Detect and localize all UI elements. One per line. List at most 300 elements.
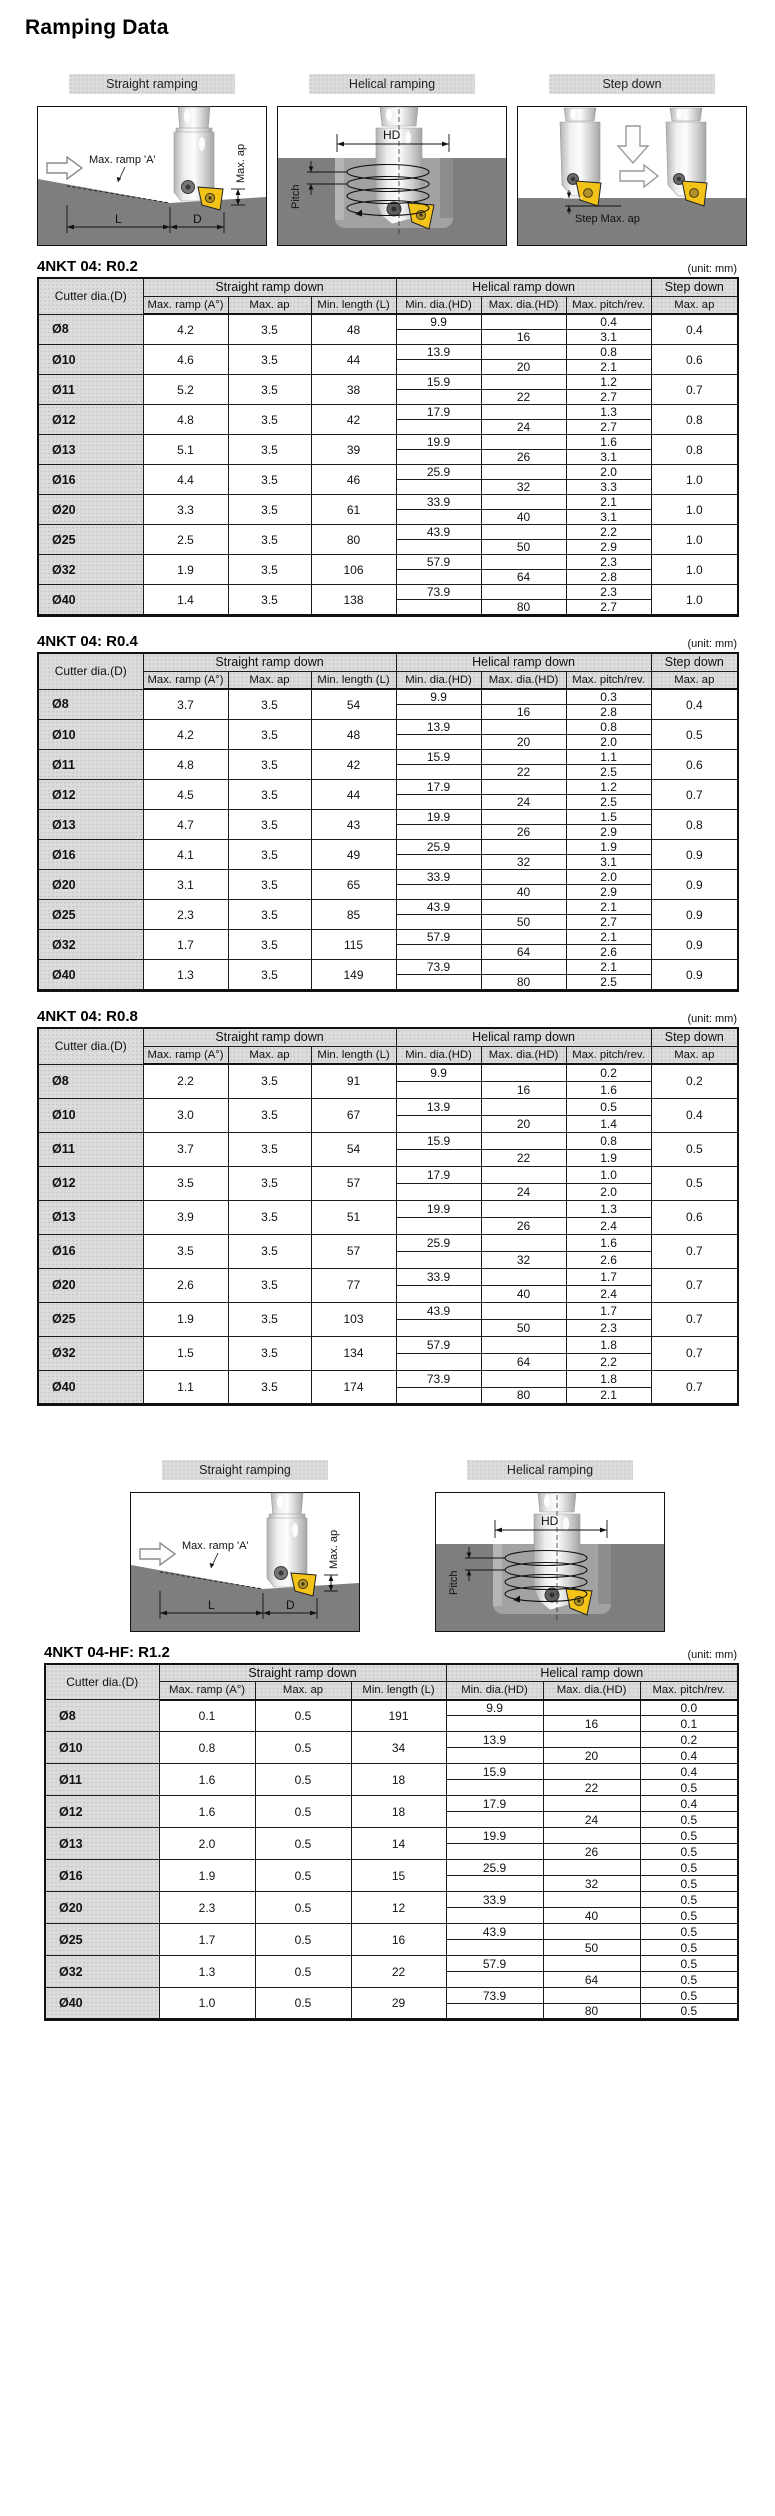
cell-min-dia-blank bbox=[396, 765, 481, 780]
ramping-table bbox=[37, 652, 739, 992]
helical-ramping-figure bbox=[277, 74, 507, 246]
cell-min-dia-blank bbox=[396, 1149, 481, 1166]
max-ramp-label: Max. ramp 'A' bbox=[182, 1539, 249, 1552]
cell-min-dia: 13.9 bbox=[396, 1098, 481, 1115]
header-cutter-dia: Cutter dia.(D) bbox=[38, 653, 143, 689]
cell-min-dia: 17.9 bbox=[446, 1796, 543, 1812]
cell-max-pitch-at-min-dia: 1.7 bbox=[566, 1268, 651, 1285]
cell-max-ap: 3.5 bbox=[228, 435, 311, 465]
helix-diameter-label: HD bbox=[383, 128, 401, 142]
cell-max-pitch-at-min-dia: 0.5 bbox=[640, 1988, 738, 2004]
cell-max-pitch-at-max-dia: 2.2 bbox=[566, 1353, 651, 1370]
cell-step-max-ap: 0.8 bbox=[651, 810, 738, 840]
cell-max-dia-blank bbox=[481, 810, 566, 825]
cell-min-length: 51 bbox=[311, 1200, 396, 1234]
cell-max-dia-blank bbox=[543, 1988, 640, 2004]
cell-max-dia: 80 bbox=[481, 1387, 566, 1404]
max-ramp-label: Max. ramp 'A' bbox=[89, 154, 156, 166]
cell-min-length: 106 bbox=[311, 555, 396, 585]
cell-min-dia: 25.9 bbox=[396, 1234, 481, 1251]
straight-ramping-figure-hf bbox=[130, 1460, 360, 1632]
cell-min-dia: 73.9 bbox=[396, 960, 481, 975]
cell-max-dia: 24 bbox=[481, 1183, 566, 1200]
header-straight-ramp-group: Straight ramp down bbox=[143, 1028, 396, 1046]
cell-max-pitch-at-min-dia: 2.1 bbox=[566, 900, 651, 915]
unit-label: (unit: mm) bbox=[687, 1013, 737, 1025]
cell-cutter-dia: Ø11 bbox=[38, 375, 143, 405]
cell-max-pitch-at-max-dia: 2.3 bbox=[566, 1319, 651, 1336]
header-straight-ramp-group: Straight ramp down bbox=[143, 653, 396, 671]
cell-cutter-dia: Ø32 bbox=[38, 930, 143, 960]
cell-max-dia: 26 bbox=[481, 450, 566, 465]
cell-max-dia-blank bbox=[481, 1098, 566, 1115]
cell-step-max-ap: 0.7 bbox=[651, 1370, 738, 1404]
figure-label-straight: Straight ramping bbox=[69, 74, 235, 94]
cell-min-length: 65 bbox=[311, 870, 396, 900]
cell-max-ramp: 5.1 bbox=[143, 435, 228, 465]
cell-min-dia-blank bbox=[396, 1387, 481, 1404]
header-min-dia: Min. dia.(HD) bbox=[396, 296, 481, 314]
cell-max-dia-blank bbox=[481, 840, 566, 855]
header-max-ap: Max. ap bbox=[228, 671, 311, 689]
figure-label-straight: Straight ramping bbox=[162, 1460, 328, 1480]
cell-max-dia: 32 bbox=[481, 480, 566, 495]
cell-max-ramp: 2.3 bbox=[159, 1892, 255, 1924]
cell-min-dia-blank bbox=[446, 1780, 543, 1796]
cell-max-pitch-at-max-dia: 2.9 bbox=[566, 825, 651, 840]
cell-min-length: 43 bbox=[311, 810, 396, 840]
cell-cutter-dia: Ø12 bbox=[45, 1796, 159, 1828]
cell-max-ramp: 1.5 bbox=[143, 1336, 228, 1370]
cell-min-dia-blank bbox=[446, 1812, 543, 1828]
cell-max-ramp: 2.0 bbox=[159, 1828, 255, 1860]
cell-max-dia-blank bbox=[481, 555, 566, 570]
cell-min-dia-blank bbox=[446, 1748, 543, 1764]
cell-step-max-ap: 0.4 bbox=[651, 1098, 738, 1132]
cell-max-dia-blank bbox=[481, 1234, 566, 1251]
cell-cutter-dia: Ø32 bbox=[38, 555, 143, 585]
cell-max-pitch-at-max-dia: 0.5 bbox=[640, 1812, 738, 1828]
cell-max-dia-blank bbox=[543, 1764, 640, 1780]
cell-min-dia: 17.9 bbox=[396, 405, 481, 420]
cell-max-dia: 20 bbox=[543, 1748, 640, 1764]
header-max-dia: Max. dia.(HD) bbox=[481, 296, 566, 314]
cell-max-ap: 3.5 bbox=[228, 1336, 311, 1370]
cell-min-dia: 15.9 bbox=[446, 1764, 543, 1780]
cell-max-pitch-at-min-dia: 2.0 bbox=[566, 870, 651, 885]
cell-min-dia-blank bbox=[446, 1972, 543, 1988]
header-max-dia: Max. dia.(HD) bbox=[543, 1682, 640, 1700]
cell-step-max-ap: 0.7 bbox=[651, 1268, 738, 1302]
cell-max-pitch-at-min-dia: 0.0 bbox=[640, 1700, 738, 1716]
cell-min-length: 46 bbox=[311, 465, 396, 495]
cell-max-ramp: 3.3 bbox=[143, 495, 228, 525]
cell-max-ap: 0.5 bbox=[255, 1700, 351, 1732]
cell-max-pitch-at-max-dia: 2.8 bbox=[566, 570, 651, 585]
cell-max-dia: 20 bbox=[481, 735, 566, 750]
cell-cutter-dia: Ø25 bbox=[38, 900, 143, 930]
cell-min-length: 34 bbox=[351, 1732, 446, 1764]
pitch-label: Pitch bbox=[448, 1570, 460, 1595]
cell-max-dia-blank bbox=[543, 1956, 640, 1972]
cell-max-ramp: 2.5 bbox=[143, 525, 228, 555]
cell-min-dia-blank bbox=[396, 795, 481, 810]
cell-cutter-dia: Ø40 bbox=[45, 1988, 159, 2020]
header-max-ramp: Max. ramp (A°) bbox=[143, 671, 228, 689]
cell-cutter-dia: Ø8 bbox=[38, 689, 143, 720]
cell-max-ap: 0.5 bbox=[255, 1796, 351, 1828]
cell-max-dia-blank bbox=[543, 1700, 640, 1716]
cell-max-pitch-at-max-dia: 2.0 bbox=[566, 1183, 651, 1200]
cell-max-dia: 50 bbox=[543, 1940, 640, 1956]
cell-min-length: 29 bbox=[351, 1988, 446, 2020]
cell-step-max-ap: 0.8 bbox=[651, 435, 738, 465]
cell-max-ap: 3.5 bbox=[228, 585, 311, 616]
cell-max-pitch-at-max-dia: 0.5 bbox=[640, 1908, 738, 1924]
cell-max-dia-blank bbox=[481, 930, 566, 945]
cell-max-pitch-at-min-dia: 2.3 bbox=[566, 585, 651, 600]
cell-min-dia: 57.9 bbox=[396, 1336, 481, 1353]
cell-min-length: 15 bbox=[351, 1860, 446, 1892]
cell-max-pitch-at-min-dia: 1.3 bbox=[566, 405, 651, 420]
header-max-dia: Max. dia.(HD) bbox=[481, 1046, 566, 1064]
cell-min-length: 77 bbox=[311, 1268, 396, 1302]
cell-step-max-ap: 1.0 bbox=[651, 585, 738, 616]
cell-max-ramp: 0.1 bbox=[159, 1700, 255, 1732]
cell-max-pitch-at-max-dia: 3.1 bbox=[566, 510, 651, 525]
cell-max-pitch-at-max-dia: 3.3 bbox=[566, 480, 651, 495]
cell-max-pitch-at-min-dia: 2.3 bbox=[566, 555, 651, 570]
header-max-pitch: Max. pitch/rev. bbox=[566, 296, 651, 314]
cell-min-dia: 33.9 bbox=[396, 1268, 481, 1285]
ramping-table bbox=[37, 1027, 739, 1406]
cell-max-dia: 26 bbox=[481, 825, 566, 840]
cell-max-dia-blank bbox=[481, 1336, 566, 1353]
cell-max-dia-blank bbox=[481, 900, 566, 915]
ramping-table bbox=[37, 277, 739, 617]
cell-min-dia-blank bbox=[396, 480, 481, 495]
cell-min-length: 57 bbox=[311, 1234, 396, 1268]
cell-cutter-dia: Ø40 bbox=[38, 960, 143, 991]
cell-min-length: 115 bbox=[311, 930, 396, 960]
cell-max-pitch-at-max-dia: 0.5 bbox=[640, 1780, 738, 1796]
cell-min-dia: 43.9 bbox=[396, 900, 481, 915]
cell-max-dia-blank bbox=[481, 1302, 566, 1319]
header-min-dia: Min. dia.(HD) bbox=[396, 1046, 481, 1064]
cell-max-ramp: 1.7 bbox=[159, 1924, 255, 1956]
cell-cutter-dia: Ø12 bbox=[38, 780, 143, 810]
cell-min-dia: 19.9 bbox=[396, 1200, 481, 1217]
cell-max-dia-blank bbox=[481, 870, 566, 885]
cell-min-dia: 9.9 bbox=[396, 689, 481, 705]
cell-step-max-ap: 0.9 bbox=[651, 960, 738, 991]
cell-min-dia: 73.9 bbox=[396, 585, 481, 600]
cell-max-dia: 50 bbox=[481, 915, 566, 930]
cell-max-dia-blank bbox=[481, 435, 566, 450]
cell-max-dia-blank bbox=[543, 1828, 640, 1844]
cell-min-dia-blank bbox=[446, 1876, 543, 1892]
cell-max-ramp: 1.6 bbox=[159, 1796, 255, 1828]
helical-ramping-diagram bbox=[277, 106, 507, 246]
cell-min-dia-blank bbox=[396, 510, 481, 525]
cell-max-pitch-at-max-dia: 3.1 bbox=[566, 330, 651, 345]
header-min-dia: Min. dia.(HD) bbox=[446, 1682, 543, 1700]
unit-label: (unit: mm) bbox=[687, 638, 737, 650]
cell-max-pitch-at-min-dia: 1.5 bbox=[566, 810, 651, 825]
cell-min-length: 14 bbox=[351, 1828, 446, 1860]
cell-max-ramp: 1.9 bbox=[143, 555, 228, 585]
cell-max-ap: 3.5 bbox=[228, 720, 311, 750]
cell-step-max-ap: 0.9 bbox=[651, 840, 738, 870]
cell-min-dia: 15.9 bbox=[396, 375, 481, 390]
cell-min-dia: 43.9 bbox=[446, 1924, 543, 1940]
cell-max-ramp: 3.5 bbox=[143, 1234, 228, 1268]
cell-max-ramp: 4.1 bbox=[143, 840, 228, 870]
cell-max-ap: 3.5 bbox=[228, 689, 311, 720]
cell-step-max-ap: 0.5 bbox=[651, 1132, 738, 1166]
cell-min-length: 39 bbox=[311, 435, 396, 465]
cell-min-dia: 19.9 bbox=[396, 810, 481, 825]
cell-min-length: 54 bbox=[311, 689, 396, 720]
cell-max-ramp: 3.5 bbox=[143, 1166, 228, 1200]
cell-max-dia: 32 bbox=[481, 1251, 566, 1268]
cell-max-dia: 80 bbox=[481, 975, 566, 991]
cell-max-ramp: 3.9 bbox=[143, 1200, 228, 1234]
cell-max-ramp: 1.0 bbox=[159, 1988, 255, 2020]
cell-min-length: 91 bbox=[311, 1064, 396, 1098]
header-max-ramp: Max. ramp (A°) bbox=[143, 296, 228, 314]
cell-min-dia-blank bbox=[396, 360, 481, 375]
cell-max-ramp: 1.3 bbox=[143, 960, 228, 991]
cell-min-dia: 15.9 bbox=[396, 1132, 481, 1149]
cell-min-length: 22 bbox=[351, 1956, 446, 1988]
cell-max-ap: 3.5 bbox=[228, 1064, 311, 1098]
cell-max-dia-blank bbox=[481, 1132, 566, 1149]
cell-max-dia: 32 bbox=[481, 855, 566, 870]
cell-max-dia: 50 bbox=[481, 1319, 566, 1336]
cell-cutter-dia: Ø20 bbox=[38, 1268, 143, 1302]
cell-min-length: 16 bbox=[351, 1924, 446, 1956]
cell-step-max-ap: 0.7 bbox=[651, 1302, 738, 1336]
table-host bbox=[44, 1663, 737, 2022]
cell-min-dia-blank bbox=[446, 1716, 543, 1732]
cell-min-dia: 73.9 bbox=[446, 1988, 543, 2004]
cell-max-dia-blank bbox=[481, 689, 566, 705]
unit-label: (unit: mm) bbox=[687, 1648, 737, 1661]
cell-cutter-dia: Ø20 bbox=[38, 495, 143, 525]
cell-max-pitch-at-min-dia: 0.4 bbox=[640, 1764, 738, 1780]
cell-max-ap: 3.5 bbox=[228, 525, 311, 555]
cell-min-length: 48 bbox=[311, 314, 396, 345]
cell-min-dia-blank bbox=[396, 735, 481, 750]
cell-min-dia: 57.9 bbox=[396, 930, 481, 945]
cell-max-dia: 26 bbox=[481, 1217, 566, 1234]
cell-min-dia-blank bbox=[396, 540, 481, 555]
cell-cutter-dia: Ø8 bbox=[38, 314, 143, 345]
cell-max-dia-blank bbox=[481, 750, 566, 765]
cell-max-dia-blank bbox=[481, 960, 566, 975]
cell-max-ramp: 4.7 bbox=[143, 810, 228, 840]
table-section-hf-r1-2 bbox=[44, 1644, 737, 2022]
cell-max-pitch-at-min-dia: 0.5 bbox=[640, 1956, 738, 1972]
cell-cutter-dia: Ø13 bbox=[45, 1828, 159, 1860]
header-max-ap: Max. ap bbox=[228, 1046, 311, 1064]
cell-cutter-dia: Ø16 bbox=[38, 840, 143, 870]
cell-max-ap: 3.5 bbox=[228, 1370, 311, 1404]
cell-max-ap: 0.5 bbox=[255, 1828, 351, 1860]
cell-min-length: 61 bbox=[311, 495, 396, 525]
cell-max-ap: 3.5 bbox=[228, 1098, 311, 1132]
cell-max-ramp: 1.3 bbox=[159, 1956, 255, 1988]
diameter-dim-label: D bbox=[193, 212, 202, 226]
cell-max-pitch-at-max-dia: 0.5 bbox=[640, 1844, 738, 1860]
cell-max-ramp: 2.2 bbox=[143, 1064, 228, 1098]
cell-max-dia: 24 bbox=[481, 795, 566, 810]
cell-cutter-dia: Ø13 bbox=[38, 1200, 143, 1234]
cell-min-length: 49 bbox=[311, 840, 396, 870]
cell-max-pitch-at-min-dia: 2.2 bbox=[566, 525, 651, 540]
cell-max-pitch-at-min-dia: 1.2 bbox=[566, 780, 651, 795]
cell-max-pitch-at-min-dia: 0.4 bbox=[640, 1796, 738, 1812]
cell-max-pitch-at-min-dia: 2.0 bbox=[566, 465, 651, 480]
cell-max-ramp: 1.1 bbox=[143, 1370, 228, 1404]
step-down-diagram bbox=[517, 106, 747, 246]
cell-max-ap: 3.5 bbox=[228, 780, 311, 810]
cell-max-dia: 50 bbox=[481, 540, 566, 555]
cell-max-pitch-at-max-dia: 0.5 bbox=[640, 1876, 738, 1892]
cell-max-ap: 3.5 bbox=[228, 870, 311, 900]
cell-max-dia-blank bbox=[543, 1924, 640, 1940]
cell-max-pitch-at-max-dia: 1.6 bbox=[566, 1081, 651, 1098]
straight-ramping-diagram bbox=[37, 106, 267, 246]
cell-min-length: 80 bbox=[311, 525, 396, 555]
cell-max-pitch-at-max-dia: 1.9 bbox=[566, 1149, 651, 1166]
cell-min-dia: 33.9 bbox=[396, 495, 481, 510]
cell-max-ap: 0.5 bbox=[255, 1764, 351, 1796]
cell-cutter-dia: Ø10 bbox=[38, 1098, 143, 1132]
cell-max-pitch-at-min-dia: 0.8 bbox=[566, 720, 651, 735]
cell-min-dia-blank bbox=[396, 450, 481, 465]
cell-max-ap: 3.5 bbox=[228, 900, 311, 930]
straight-ramping-figure bbox=[37, 74, 267, 246]
cell-max-ap: 0.5 bbox=[255, 1860, 351, 1892]
cell-min-dia-blank bbox=[396, 570, 481, 585]
cell-min-dia-blank bbox=[396, 390, 481, 405]
cell-max-dia: 64 bbox=[481, 570, 566, 585]
cell-max-dia-blank bbox=[481, 720, 566, 735]
table-host bbox=[37, 277, 737, 617]
cell-max-pitch-at-max-dia: 2.9 bbox=[566, 540, 651, 555]
cell-min-dia-blank bbox=[446, 1908, 543, 1924]
cell-max-dia: 64 bbox=[543, 1972, 640, 1988]
cell-max-pitch-at-max-dia: 2.6 bbox=[566, 1251, 651, 1268]
cell-max-ramp: 4.8 bbox=[143, 405, 228, 435]
cell-min-length: 191 bbox=[351, 1700, 446, 1732]
cell-max-ap: 3.5 bbox=[228, 1200, 311, 1234]
cell-max-dia-blank bbox=[481, 780, 566, 795]
cell-min-dia-blank bbox=[396, 330, 481, 345]
cell-max-ramp: 5.2 bbox=[143, 375, 228, 405]
cell-max-ramp: 3.1 bbox=[143, 870, 228, 900]
cell-cutter-dia: Ø12 bbox=[38, 1166, 143, 1200]
cell-max-ap: 3.5 bbox=[228, 1132, 311, 1166]
cell-min-length: 44 bbox=[311, 345, 396, 375]
header-max-pitch: Max. pitch/rev. bbox=[640, 1682, 738, 1700]
cell-max-dia: 32 bbox=[543, 1876, 640, 1892]
cell-max-dia: 64 bbox=[481, 1353, 566, 1370]
cell-max-pitch-at-min-dia: 1.3 bbox=[566, 1200, 651, 1217]
cell-max-pitch-at-max-dia: 3.1 bbox=[566, 855, 651, 870]
table-section-r0-2 bbox=[37, 258, 737, 617]
cell-cutter-dia: Ø16 bbox=[38, 465, 143, 495]
cell-cutter-dia: Ø13 bbox=[38, 435, 143, 465]
cell-max-ramp: 3.7 bbox=[143, 1132, 228, 1166]
header-min-length: Min. length (L) bbox=[311, 671, 396, 689]
table-section-r0-8 bbox=[37, 1008, 737, 1406]
cell-max-dia: 20 bbox=[481, 1115, 566, 1132]
cell-min-length: 138 bbox=[311, 585, 396, 616]
cell-max-dia: 22 bbox=[481, 1149, 566, 1166]
cell-max-ap: 3.5 bbox=[228, 810, 311, 840]
figure-label-helical: Helical ramping bbox=[309, 74, 475, 94]
step-down-figure bbox=[517, 74, 747, 246]
cell-max-ap: 3.5 bbox=[228, 375, 311, 405]
header-helical-ramp-group: Helical ramp down bbox=[396, 653, 651, 671]
max-ap-label: Max. ap bbox=[235, 143, 247, 183]
header-helical-ramp-group: Helical ramp down bbox=[396, 1028, 651, 1046]
cell-cutter-dia: Ø11 bbox=[45, 1764, 159, 1796]
cell-max-dia: 24 bbox=[481, 420, 566, 435]
cell-max-pitch-at-min-dia: 2.1 bbox=[566, 960, 651, 975]
cell-max-pitch-at-max-dia: 2.9 bbox=[566, 885, 651, 900]
length-dim-label: L bbox=[208, 1597, 215, 1612]
cell-max-dia: 16 bbox=[481, 705, 566, 720]
cell-min-dia: 9.9 bbox=[446, 1700, 543, 1716]
header-max-ap: Max. ap bbox=[255, 1682, 351, 1700]
cell-cutter-dia: Ø32 bbox=[45, 1956, 159, 1988]
cell-max-pitch-at-max-dia: 2.7 bbox=[566, 390, 651, 405]
cell-step-max-ap: 1.0 bbox=[651, 495, 738, 525]
cell-min-dia: 19.9 bbox=[396, 435, 481, 450]
cell-min-length: 54 bbox=[311, 1132, 396, 1166]
cell-step-max-ap: 1.0 bbox=[651, 525, 738, 555]
cell-step-max-ap: 0.7 bbox=[651, 1336, 738, 1370]
header-step-max-ap: Max. ap bbox=[651, 671, 738, 689]
header-helical-ramp-group: Helical ramp down bbox=[446, 1664, 738, 1682]
cell-min-length: 18 bbox=[351, 1764, 446, 1796]
cell-min-dia-blank bbox=[446, 1940, 543, 1956]
cell-min-length: 42 bbox=[311, 405, 396, 435]
cell-max-ramp: 4.6 bbox=[143, 345, 228, 375]
cell-min-dia-blank bbox=[396, 975, 481, 991]
cell-cutter-dia: Ø8 bbox=[45, 1700, 159, 1732]
cell-min-length: 12 bbox=[351, 1892, 446, 1924]
helix-diameter-label: HD bbox=[541, 1513, 559, 1528]
cell-max-ap: 3.5 bbox=[228, 1234, 311, 1268]
header-max-pitch: Max. pitch/rev. bbox=[566, 671, 651, 689]
cell-max-ap: 3.5 bbox=[228, 405, 311, 435]
cell-max-pitch-at-min-dia: 1.6 bbox=[566, 435, 651, 450]
cell-max-ap: 3.5 bbox=[228, 314, 311, 345]
cell-max-pitch-at-max-dia: 2.5 bbox=[566, 795, 651, 810]
cell-max-dia: 64 bbox=[481, 945, 566, 960]
cell-max-pitch-at-max-dia: 0.5 bbox=[640, 2004, 738, 2020]
cell-max-dia: 22 bbox=[481, 390, 566, 405]
cell-max-ap: 3.5 bbox=[228, 1166, 311, 1200]
cell-max-ramp: 4.2 bbox=[143, 720, 228, 750]
table-section-r0-4 bbox=[37, 633, 737, 992]
cell-max-pitch-at-max-dia: 3.1 bbox=[566, 450, 651, 465]
